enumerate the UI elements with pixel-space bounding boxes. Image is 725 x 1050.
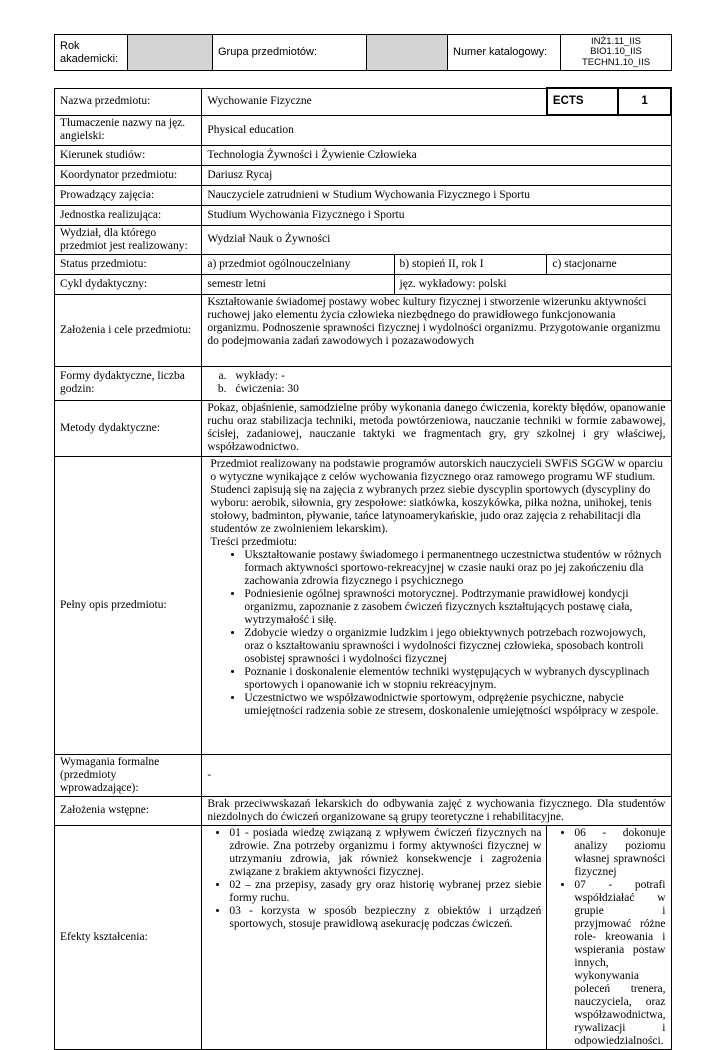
jedn-value: Studium Wychowania Fizycznego i Sportu (202, 205, 671, 225)
efekt-item: • 07 - potrafi współdziałać w grupie i przyjmować różne role- kreowania i wspierania postaw innych, wykonywania poleceń trenera, nauczyciela, oraz współzawodnictwa, rywalizacji i odpowiedzialności. (574, 879, 665, 1048)
formy-value (202, 366, 671, 400)
cykl-value: semestr letni (202, 274, 394, 294)
grupa-label: Grupa przedmiotów: (213, 35, 367, 71)
zal-value: Kształtowanie świadomej postawy wobec kultury fizycznej i stworzenie wizerunku aktywności ruchowej jako elementu życia człowieka niezbędnego do prawidłowego funkcjonowania organizmu. Podnoszenie sprawności fizycznej i wydolności organizmu. Przygotowanie organizmu do podejmowania zadań zawodowych i pozazawodowych (202, 294, 671, 366)
zal-label: Założenia i cele przedmiotu: (55, 294, 202, 366)
kierunek-label: Kierunek studiów: (55, 145, 202, 165)
cykl-label: Cykl dydaktyczny: (55, 274, 202, 294)
koord-value: Dariusz Rycaj (202, 165, 671, 185)
wym-value: - (202, 754, 671, 796)
tresci-item: • Uczestnictwo we współzawodnictwie sportowym, odprężenie psychiczne, nabycie umiejętności radzenia sobie ze stresem, doskonalenie umiejętności współpracy w zespole. (244, 692, 665, 718)
efekt-item: • 03 - korzysta w sposób bezpieczny z obiektów i urządzeń sportowych, stosuje prawidłową asekurację podczas ćwiczeń. (229, 905, 541, 931)
efekt-item: • 01 - posiada wiedzę związaną z wpływem ćwiczeń fizycznych na zdrowie. Zna potrzeby organizmu i formy aktywności fizycznej w utrzymaniu zdrowia, jak również konsekwencje i zagrożenia związane z brakiem aktywności fizycznej. (229, 827, 541, 879)
nazwa-label: Nazwa przedmiotu: (55, 88, 202, 115)
tlum-value: Physical education (202, 115, 671, 145)
rok-value (128, 35, 213, 71)
tresci-item: • Podniesienie ogólnej sprawności motorycznej. Podtrzymanie prawidłowej kondycji organizmu, zapoznanie z zasobem ćwiczeń fizycznych kształtujących postawę ciała, wytrzymałość i siłę. (244, 588, 665, 627)
efekt-item: • 02 – zna przepisy, zasady gry oraz historię wybranej przez siebie formy ruchu. (229, 879, 541, 905)
wydz-value: Wydział Nauk o Żywności (202, 225, 671, 254)
efekty-right (547, 825, 671, 1049)
zalw-label: Założenia wstępne: (55, 796, 202, 825)
status-a: a) przedmiot ogólnouczelniany (202, 254, 394, 274)
tlum-label: Tłumaczenie nazwy na jęz. angielski: (55, 115, 202, 145)
efekt-item: • 06 - dokonuje analizy poziomu własnej sprawności fizycznej (574, 827, 665, 879)
zalw-value: Brak przeciwwskazań lekarskich do odbywania zajęć z wychowania fizycznego. Dla studentów niezdolnych do ćwiczeń organizowane są grupy teoretyczne i rehabilitacyjne. (202, 796, 671, 825)
metody-label: Metody dydaktyczne: (55, 400, 202, 456)
status-label: Status przedmiotu: (55, 254, 202, 274)
numer-label: Numer katalogowy: (448, 35, 561, 71)
formy-item: b. ćwiczenia: 30 (229, 383, 665, 396)
prow-value: Nauczyciele zatrudnieni w Studium Wychowania Fizycznego i Sportu (202, 185, 671, 205)
rok-label: Rok akademicki: (55, 35, 128, 71)
status-c: c) stacjonarne (547, 254, 671, 274)
tresci-item: • Zdobycie wiedzy o organizmie ludzkim i jego obiektywnych potrzebach rozwojowych, oraz o kształtowaniu sprawności i wydolności fizycznej człowieka, sposobach kontroli osobistej sprawności i wydolności fizycznej (244, 627, 665, 666)
wym-label: Wymagania formalne (przedmioty wprowadzające): (55, 754, 202, 796)
numer-values: INŻ1.11_IIS BIO1.10_IIS TECHN1.10_IIS (561, 35, 672, 71)
efekty-left (202, 825, 547, 1049)
kierunek-value: Technologia Żywności i Żywienie Człowieka (202, 145, 671, 165)
prow-label: Prowadzący zajęcia: (55, 185, 202, 205)
header-table (54, 34, 672, 71)
grupa-value (367, 35, 448, 71)
ects-value: 1 (618, 88, 671, 115)
jezyk-value: jęz. wykładowy: polski (394, 274, 671, 294)
metody-value: Pokaz, objaśnienie, samodzielne próby wykonania danego ćwiczenia, korekty błędów, opanowanie ruchu oraz stabilizacja techniki, metoda powtórzeniowa, nauczanie techniki w formie zabawowej, ścisłej, zadaniowej, nauczanie taktyki we fragmentach gry, gry szkolnej i gry właściwej, współzawodnictwo. (202, 400, 671, 456)
jedn-label: Jednostka realizująca: (55, 205, 202, 225)
tresci-item: • Ukształtowanie postawy świadomego i permanentnego uczestnictwa studentów w różnych formach aktywności sportowo-rekreacyjnej w czasie nauki oraz po jej zakończeniu dla zachowania zdrowia fizycznego i psychicznego (244, 549, 665, 588)
tresci-item: • Poznanie i doskonalenie elementów techniki występujących w wybranych dyscyplinach sportowych i opanowanie ich w stopniu rekreacyjnym. (244, 666, 665, 692)
efekty-label: Efekty kształcenia: (55, 825, 202, 1049)
tresci-label: Treści przedmiotu: (210, 535, 298, 548)
koord-label: Koordynator przedmiotu: (55, 165, 202, 185)
pelny-value (202, 456, 671, 754)
pelny-label: Pełny opis przedmiotu: (55, 456, 202, 754)
nazwa-value: Wychowanie Fizyczne (202, 88, 547, 115)
course-table (54, 87, 672, 1050)
formy-label: Formy dydaktyczne, liczba godzin: (55, 366, 202, 400)
pelny-intro: Przedmiot realizowany na podstawie programów autorskich nauczycieli SWFiS SGGW w oparciu o wytyczne wynikające z celów wychowania fizycznego oraz ramowego programu WF studium. Studenci zapisują się na zajęcia z wybranych przez siebie dyscyplin sportowych (dyscypliny do wyboru: aerobik, siłownia, gry zespołowe: siatkówka, koszykówka, piłka nożna, unihokej, tenis stołowy, badminton, pływanie, tańce latynoamerykańskie, judo oraz zajęcia z rehabilitacji dla studentów ze zwolnieniem lekarskim). (210, 457, 664, 535)
status-b: b) stopień II, rok I (394, 254, 547, 274)
ects-label: ECTS (547, 88, 618, 115)
wydz-label: Wydział, dla którego przedmiot jest realizowany: (55, 225, 202, 254)
formy-item: a. wykłady: - (229, 370, 665, 383)
